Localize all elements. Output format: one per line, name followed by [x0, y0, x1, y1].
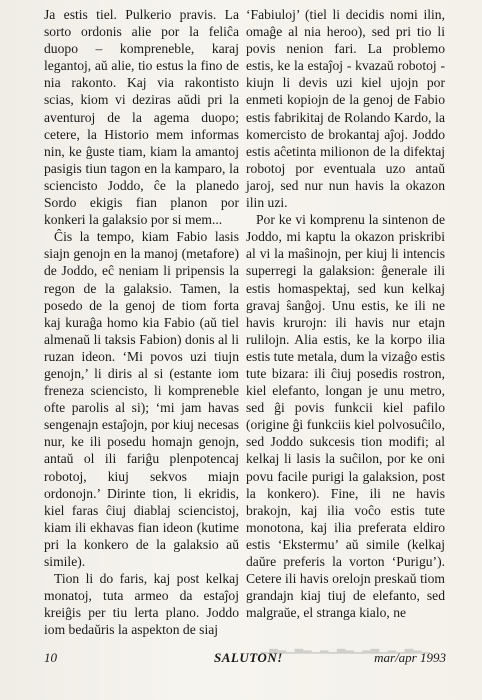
- show-through-bleed: ▁▂▃▁▂▁▃▂▁▂▃▁▂▁▂▃▁▂▃▁: [260, 642, 430, 654]
- paragraph: Por ke vi komprenu la sintenon de Joddo, mi kaptu la okazon priskribi al vi la maŝinojn, per kiuj li intencis superregi la galaksion: ĝenerale ili estis homaspektaj, sed kun kelkaj gravaj ŝanĝoj. Unu estis, ke ili ne havis krurojn: ili havis nur etajn rulilojn. Alia estis, ke la korpo ilia estis tute metala, dum la vizaĝo estis tute bizara: ili ĉiuj posedis rostron, kiel elefanto, longan je unu metro, sed ĝi povis funkcii kiel pafilo (origine ĝi funkciis kiel polvosuĉilo, sed Joddo sukcesis tion modifi; al kelkaj li lasis la suĉilon, por ke oni povu facile purigi la galaksion, post la konkero). Fine, ili ne havis brakojn, kaj ilia voĉo estis tute monotona, kaj ilia preferata eldiro estis ‘Ekstermu’ aŭ simile (kelkaj daŭre preferis la vorton ‘Purigu’). Cetere ili havis orelojn preskaŭ tiom grandajn kiaj tiuj de elefanto, sed malgraŭe, el stranga kialo, ne: [246, 212, 445, 621]
- right-text-column: [246, 6, 445, 621]
- paragraph: Ĉis la tempo, kiam Fabio lasis siajn genojn en la manoj (metafore) de Joddo, eĉ neniam li pripensis la regon de la galaksio. Tamen, la posedo de la genoj de tiom forta kaj kuraĝa homo kia Fabio (aŭ tiel almenaŭ li taksis Fabion) donis al li ruzan ideon. ‘Mi povos uzi tiujn genojn,’ li diris al si (estante iom freneza sciencisto, li kompreneble ofte parolis al si); ‘mi jam havas sengenajn estaĵojn, por kiuj necesas nur, ke ili posedu homajn genojn, antaŭ ol ili fariĝu plenpotencaj robotoj, kiuj sekvos miajn ordonojn.’ Dirinte tion, li ekridis, kiel faras ĉiuj diablaj sciencistoj, kiam ili ekhavas fian ideon (kutime pri la konkero de la galaksio aŭ simile).: [44, 229, 239, 569]
- page-footer: [44, 650, 446, 668]
- publication-title: SALUTON!: [214, 650, 283, 665]
- paragraph: ‘Fabiuloj’ (tiel li decidis nomi ilin, omaĝe al nia heroo), sed pri tio li povis nenion fari. La problemo estis, ke la estaĵoj - kvazaŭ robotoj - kiujn li devis uzi kiel ujojn por enmeti kopiojn de la genoj de Fabio estis fabrikitaj de Rolando Kardo, la komercisto de brokantaj aĵoj. Joddo estis aĉetinta milionon de la difektaj robotoj por eventuala uzo antaŭ jaroj, sed nur nun havis la okazon ilin uzi.: [246, 7, 445, 211]
- paragraph: Tion li do faris, kaj post kelkaj monatoj, tuta armeo da estaĵoj kreiĝis per tiu lerta plano. Joddo iom bedaŭris la aspekton de siaj: [44, 571, 239, 638]
- left-text-column: [44, 6, 239, 638]
- issue-date: mar/apr 1993: [374, 650, 446, 665]
- page-number: 10: [44, 650, 57, 665]
- paragraph: Ja estis tiel. Pulkerio pravis. La sorto ordonis alie por la feliĉa duopo – kompreneble, karaj legantoj, aŭ alie, tio estus la fino de nia rakonto. Kaj via rakontisto scias, kiom vi deziras aŭdi pri la aventuroj de la agema duopo; cetere, la Historio mem informas nin, ke ĝuste tiam, kiam la amantoj pasigis tiun tagon en la kamparo, la sciencisto Joddo, ĉe la planedo Sordo ekigis fian planon por konkeri la galaksio por si mem...: [44, 7, 239, 228]
